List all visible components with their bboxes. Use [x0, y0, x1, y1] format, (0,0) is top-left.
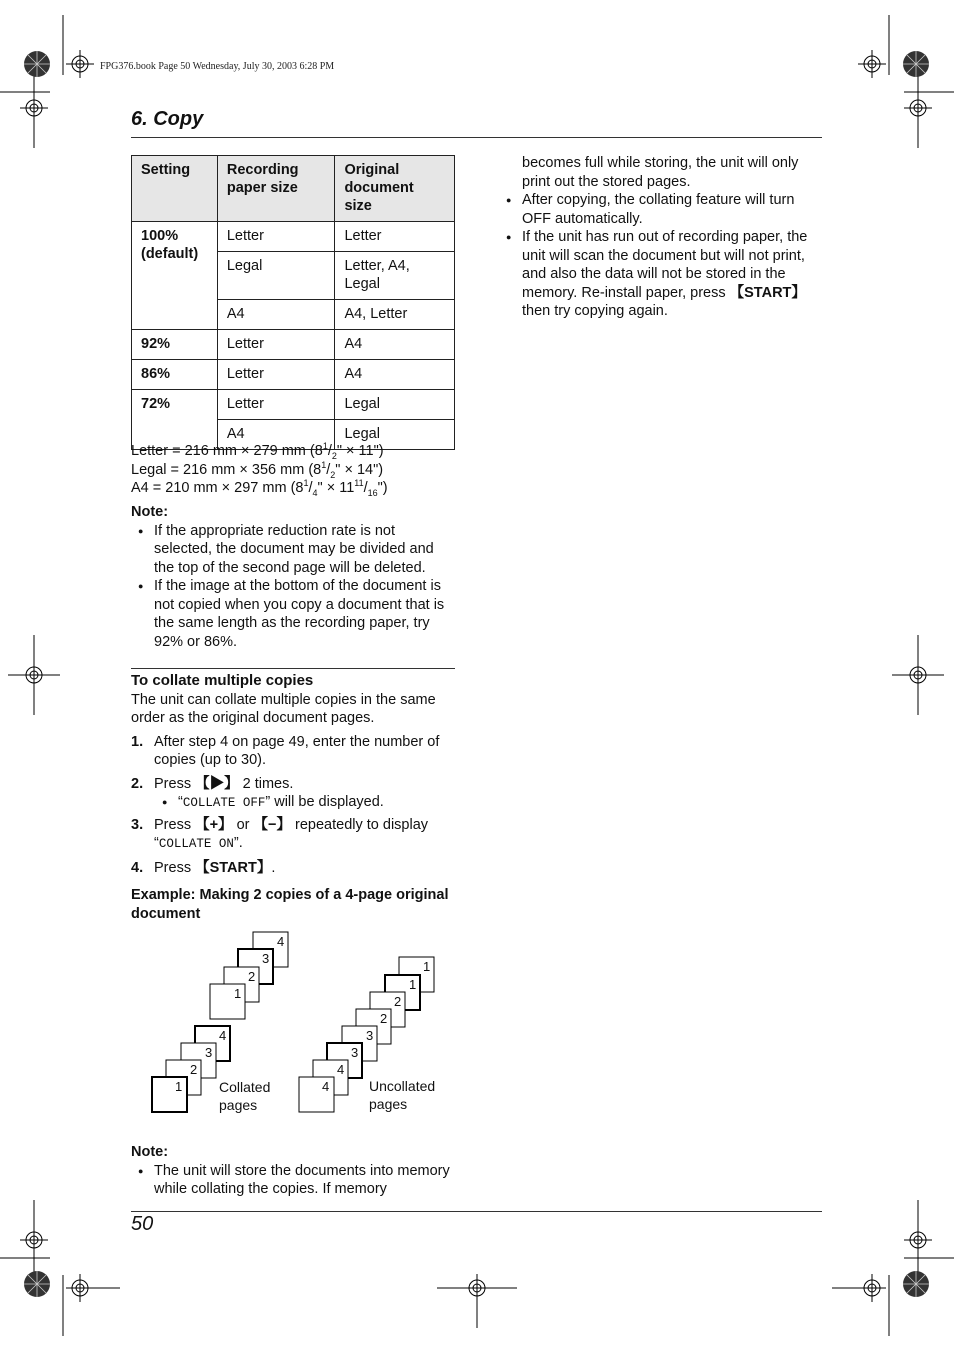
table-row [132, 222, 455, 252]
recording-cell: Legal [217, 252, 335, 300]
recording-cell: A4 [217, 420, 335, 450]
table-row [132, 360, 455, 390]
page-number: 1 [234, 986, 242, 1001]
collate-intro: The unit can collate multiple copies in the same order as the original document pages. [131, 691, 436, 726]
step-3: 3. Press 【+】 or 【−】 repeatedly to display “COLLATE ON”. [131, 816, 429, 851]
letter-size: Letter = 216 mm × 279 mm ($8^1/_2$" × 11") [131, 441, 384, 461]
original-cell: Legal [335, 390, 455, 420]
note-item: ● If the appropriate reduction rate is not selected, the document may be divided and the top of the second page will be deleted. [131, 522, 455, 578]
right-key-icon: 【▶】 [195, 775, 239, 792]
table-row [132, 390, 455, 420]
setting-cell: 72% [132, 390, 218, 450]
page-number: 2 [380, 1011, 388, 1026]
note-2 [131, 1143, 455, 1199]
right-column [499, 154, 823, 321]
recording-cell: Letter [217, 222, 335, 252]
uncollated-label: pages [369, 1096, 408, 1112]
page-number: 2 [190, 1062, 198, 1077]
a4-size: A4 = 210 mm × 297 mm ($8^1/_4$" × $11^{11}/_{16}$") [131, 478, 388, 498]
step-2-note: ● “COLLATE OFF” will be displayed. [162, 793, 455, 813]
original-cell: Letter [335, 222, 455, 252]
page-number: 3 [205, 1045, 213, 1060]
print-metadata: FPG376.book Page 50 Wednesday, July 30, 2003 6:28 PM [100, 61, 335, 72]
note-title: Note: [131, 504, 169, 520]
page-number: 4 [219, 1028, 227, 1043]
page-number: 1 [175, 1079, 183, 1094]
original-cell: A4, Letter [335, 300, 455, 330]
page-number: 4 [322, 1079, 330, 1094]
header-recording: Recording paper size [217, 156, 335, 222]
original-cell: A4 [335, 330, 455, 360]
subsection-rule [131, 668, 455, 669]
page-number: 3 [366, 1028, 374, 1043]
collated-label: Collated [219, 1079, 271, 1095]
page-number: 3 [262, 951, 270, 966]
footer-rule [131, 1211, 822, 1212]
header-rule [131, 137, 822, 138]
header-original: Original document size [335, 156, 455, 222]
section-title: 6. Copy [131, 108, 204, 130]
recording-cell: A4 [217, 300, 335, 330]
original-cell: Letter, A4, Legal [335, 252, 455, 300]
recording-cell: Letter [217, 360, 335, 390]
page-number: 1 [409, 977, 417, 992]
setting-cell: 86% [132, 360, 218, 390]
setting-cell: 100% (default) [132, 222, 218, 330]
table-row [132, 330, 455, 360]
page-number: 50 [131, 1213, 154, 1235]
page-number: 2 [248, 969, 256, 984]
collate-section [131, 672, 455, 923]
original-cell: Legal [335, 420, 455, 450]
recording-cell: Letter [217, 330, 335, 360]
note-item: ● After copying, the collating feature will turn OFF automatically. [499, 191, 823, 228]
plus-key-icon: 【+】 [195, 816, 233, 833]
header-setting: Setting [132, 156, 218, 222]
size-definitions [131, 442, 461, 498]
page-number: 1 [423, 959, 431, 974]
minus-key-icon: 【−】 [253, 816, 291, 833]
note-continuation: becomes full while storing, the unit will only print out the stored pages. [522, 155, 799, 190]
page-number: 2 [394, 994, 402, 1009]
note-title: Note: [131, 1144, 169, 1160]
legal-size: Legal = 216 mm × 356 mm ($8^1/_2$" × 14") [131, 459, 384, 480]
uncollated-label: Uncollated [369, 1078, 436, 1094]
recording-cell: Letter [217, 390, 335, 420]
step-4: 4. Press 【START】. [131, 859, 276, 876]
step-1: 1. After step 4 on page 49, enter the number of copies (up to 30). [131, 733, 440, 768]
note-1 [131, 503, 455, 651]
page-number: 4 [277, 934, 285, 949]
page-number: 4 [337, 1062, 345, 1077]
note-item: ● If the unit has run out of recording paper, the unit will scan the document but will not print, and also the data will not be stored in the memory. Re-install paper, press 【START】 then try copying again. [499, 228, 823, 321]
setting-cell: 92% [132, 330, 218, 360]
original-cell: A4 [335, 360, 455, 390]
reduction-table [131, 155, 455, 450]
note-item: ● If the image at the bottom of the document is not copied when you copy a document that is the same length as the recording paper, try 92% or 86%. [131, 577, 455, 651]
collation-diagram [145, 925, 455, 1120]
page-number: 3 [351, 1045, 359, 1060]
collated-label: pages [219, 1097, 258, 1113]
collate-heading: To collate multiple copies [131, 672, 314, 689]
note-item: ● The unit will store the documents into memory while collating the copies. If memory [131, 1162, 455, 1199]
step-2: 2. Press 【▶】 2 times. ● “COLLATE OFF” will be displayed. [131, 775, 455, 813]
example-heading: Example: Making 2 copies of a 4-page original document [131, 887, 449, 922]
